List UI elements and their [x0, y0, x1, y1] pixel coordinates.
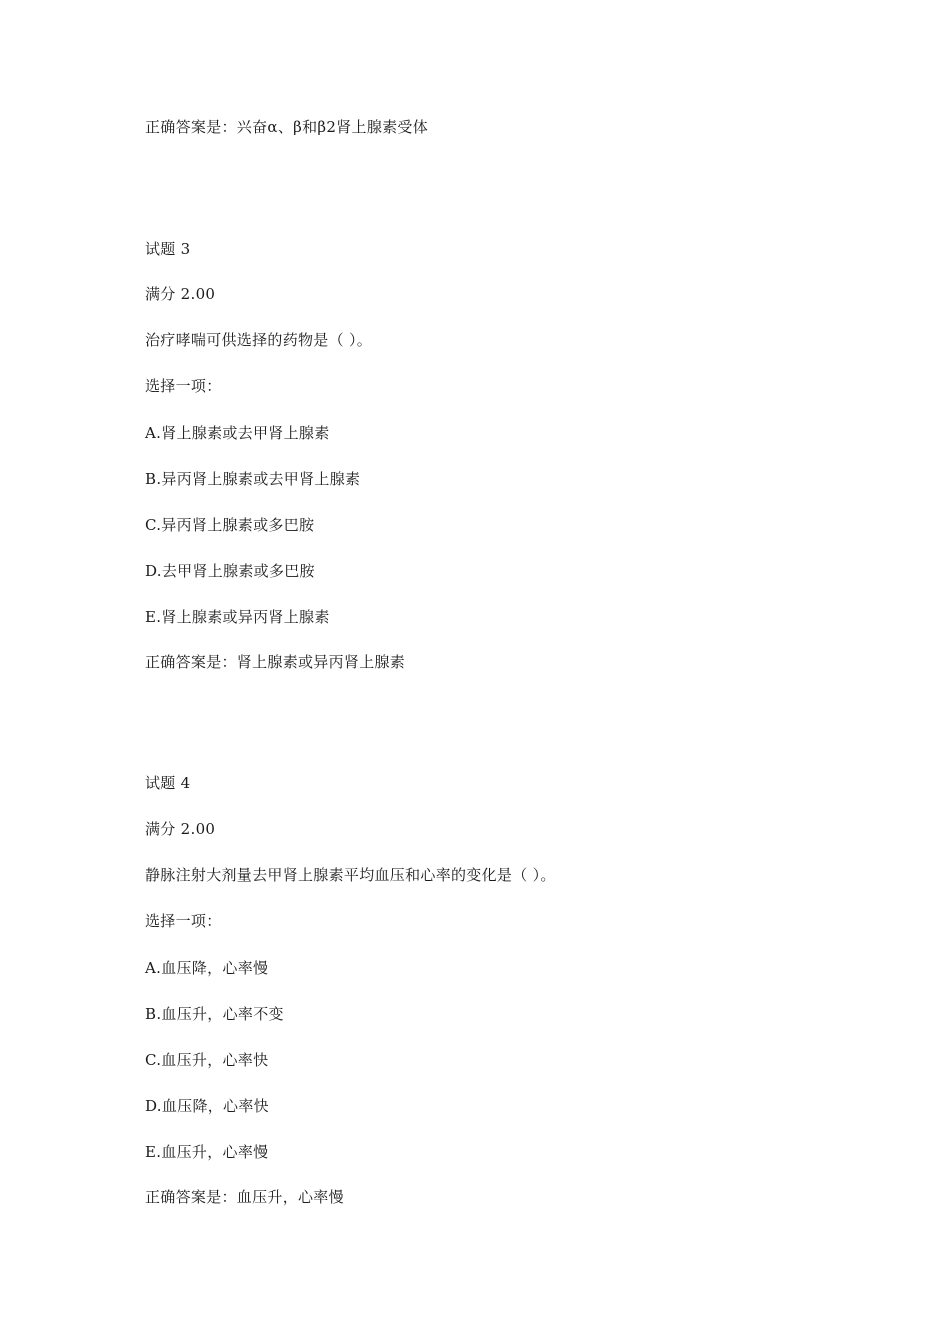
question-3-stem: 治疗哮喘可供选择的药物是（ ）。 — [145, 331, 373, 349]
question-4-score: 满分 2.00 — [145, 820, 216, 838]
question-3-option-c[interactable]: C.异丙肾上腺素或多巴胺 — [145, 516, 315, 534]
previous-correct-answer: 正确答案是：兴奋α、β和β2肾上腺素受体 — [145, 118, 429, 136]
question-3-instruction: 选择一项： — [145, 377, 222, 395]
question-4-option-c[interactable]: C.血压升，心率快 — [145, 1051, 269, 1069]
question-3-correct-answer: 正确答案是：肾上腺素或异丙肾上腺素 — [145, 653, 406, 671]
question-4-option-e[interactable]: E.血压升，心率慢 — [145, 1143, 269, 1161]
question-4-option-b[interactable]: B.血压升，心率不变 — [145, 1005, 284, 1023]
question-3-score: 满分 2.00 — [145, 285, 216, 303]
question-4-stem: 静脉注射大剂量去甲肾上腺素平均血压和心率的变化是（ ）。 — [145, 866, 556, 884]
question-3-option-d[interactable]: D.去甲肾上腺素或多巴胺 — [145, 562, 315, 580]
question-3-option-b[interactable]: B.异丙肾上腺素或去甲肾上腺素 — [145, 470, 361, 488]
question-3-option-a[interactable]: A.肾上腺素或去甲肾上腺素 — [145, 424, 330, 442]
question-3-option-e[interactable]: E.肾上腺素或异丙肾上腺素 — [145, 608, 330, 626]
question-4-option-a[interactable]: A.血压降，心率慢 — [145, 959, 269, 977]
question-4-option-d[interactable]: D.血压降，心率快 — [145, 1097, 269, 1115]
question-4-title: 试题 4 — [145, 774, 191, 792]
question-4-correct-answer: 正确答案是：血压升，心率慢 — [145, 1188, 344, 1206]
question-4-instruction: 选择一项： — [145, 912, 222, 930]
question-3-title: 试题 3 — [145, 240, 191, 258]
